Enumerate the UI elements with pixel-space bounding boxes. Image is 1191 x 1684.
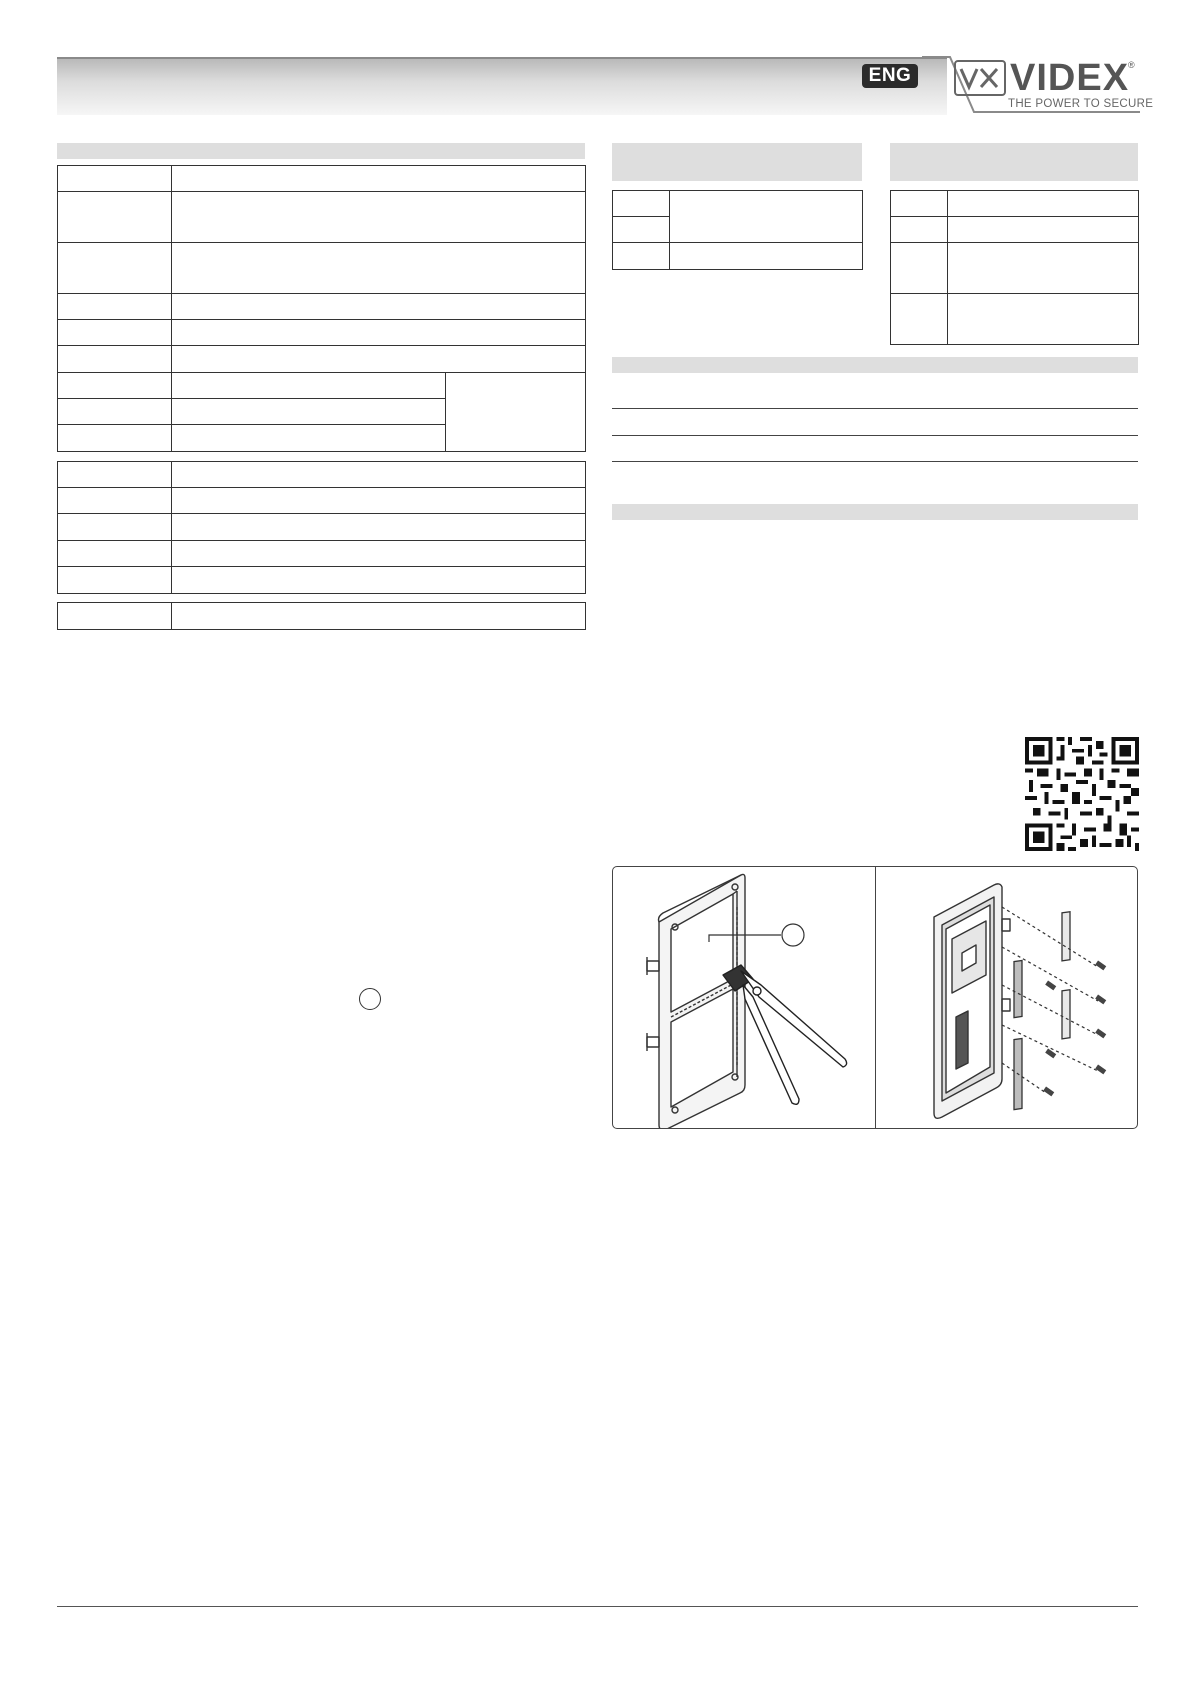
footer-rule	[57, 1606, 1138, 1607]
table-cell	[58, 399, 172, 425]
table-cell	[58, 320, 172, 346]
spec-table-single	[57, 602, 586, 630]
table-cell	[948, 217, 1139, 243]
table-cell	[58, 488, 172, 514]
table-a-header-bar	[612, 143, 862, 181]
videx-logo	[954, 57, 1154, 114]
table-cell	[58, 192, 172, 243]
table-cell	[172, 166, 586, 192]
rule-line	[612, 461, 1138, 462]
brand-name: VIDEX	[1010, 57, 1130, 99]
wiring-section-bar	[612, 357, 1138, 373]
table-cell	[613, 191, 670, 217]
table-cell	[670, 243, 863, 270]
table-cell	[172, 567, 586, 594]
table-cell	[172, 192, 586, 243]
table-cell	[172, 294, 586, 320]
table-cell	[891, 294, 948, 345]
frame-cutting-illustration	[613, 867, 875, 1128]
table-cell	[58, 603, 172, 630]
table-cell	[58, 541, 172, 567]
table-cell	[446, 373, 586, 452]
table-cell	[948, 243, 1139, 294]
table-cell	[58, 567, 172, 594]
language-badge: ENG	[862, 64, 918, 88]
spec-section-bar	[57, 143, 585, 159]
small-table-b	[890, 190, 1139, 345]
installation-section-bar	[612, 504, 1138, 520]
rule-line	[612, 408, 1138, 409]
table-cell	[58, 243, 172, 294]
vx-logo-icon	[954, 60, 1006, 96]
table-cell	[58, 166, 172, 192]
rule-line	[612, 435, 1138, 436]
table-cell	[891, 217, 948, 243]
spec-table-secondary	[57, 461, 586, 594]
installation-figure	[612, 866, 1138, 1129]
table-cell	[58, 294, 172, 320]
table-cell	[891, 243, 948, 294]
table-cell	[948, 294, 1139, 345]
brand-tagline: THE POWER TO SECURE	[1008, 98, 1154, 110]
table-cell	[58, 425, 172, 452]
table-cell	[172, 399, 446, 425]
table-cell	[670, 191, 863, 243]
table-cell	[58, 346, 172, 373]
table-cell	[172, 462, 586, 488]
table-cell	[613, 217, 670, 243]
table-cell	[948, 191, 1139, 217]
table-cell	[58, 462, 172, 488]
small-table-a	[612, 190, 863, 270]
table-cell	[172, 425, 446, 452]
table-cell	[58, 514, 172, 541]
registered-mark: ®	[1128, 60, 1135, 70]
table-cell	[172, 346, 586, 373]
header-band	[57, 57, 947, 115]
spec-table-main	[57, 165, 586, 452]
table-cell	[172, 541, 586, 567]
table-cell	[172, 243, 586, 294]
table-cell	[58, 373, 172, 399]
table-b-header-bar	[890, 143, 1138, 181]
table-cell	[172, 488, 586, 514]
table-cell	[172, 320, 586, 346]
table-cell	[891, 191, 948, 217]
bracket-mounting-illustration	[876, 867, 1138, 1128]
table-cell	[172, 514, 586, 541]
callout-circle-icon	[359, 988, 381, 1010]
table-cell	[613, 243, 670, 270]
qr-code-icon	[1025, 737, 1139, 851]
table-cell	[172, 603, 586, 630]
table-cell	[172, 373, 446, 399]
